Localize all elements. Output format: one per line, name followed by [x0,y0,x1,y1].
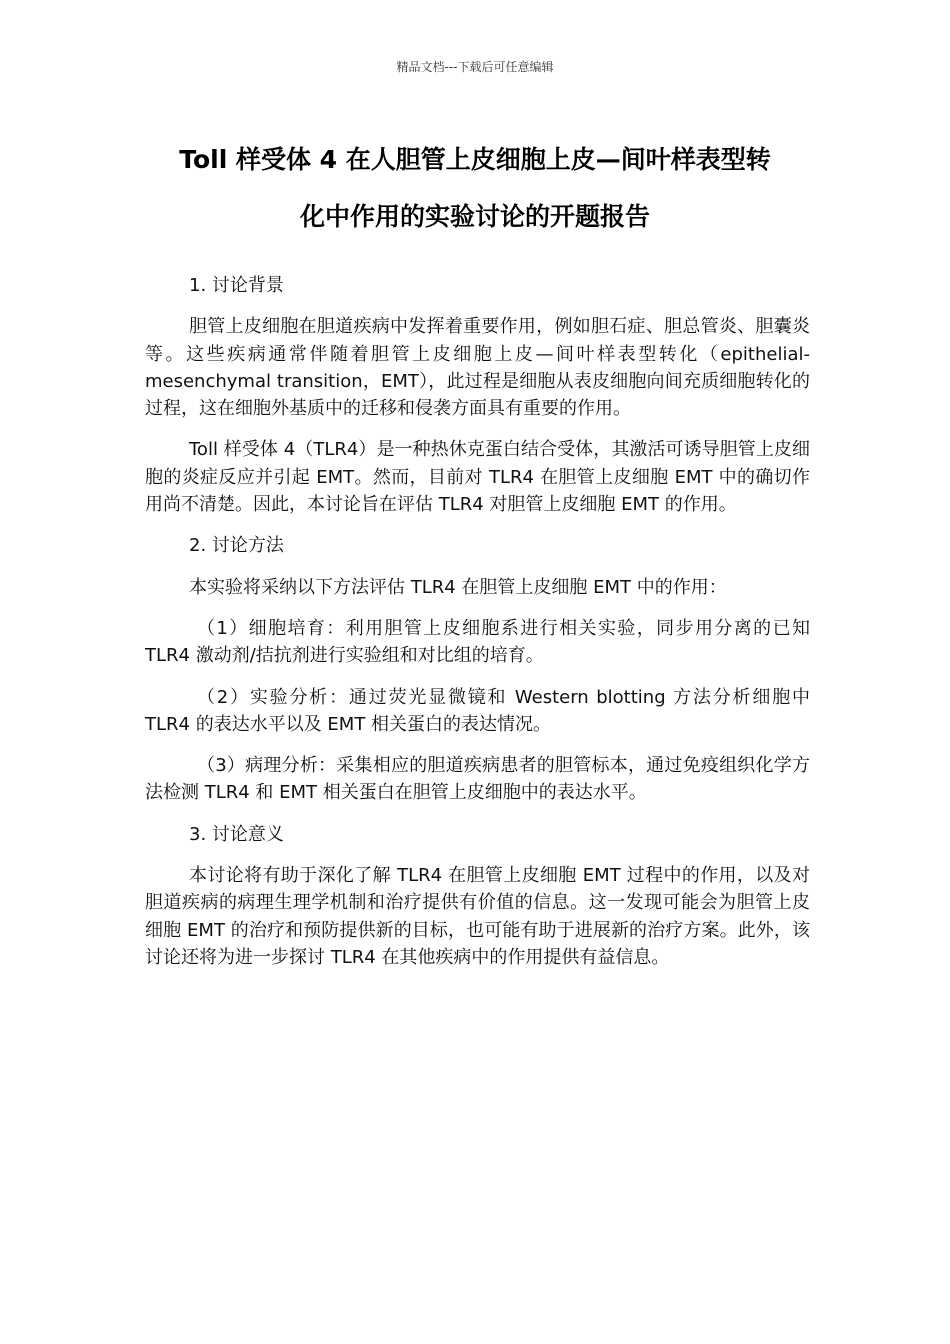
methods-item-1: （1）细胞培育：利用胆管上皮细胞系进行相关实验，同步用分离的已知 TLR4 激动剂/拮抗剂进行实验组和对比组的培育。 [145,617,810,667]
methods-intro: 本实验将采纳以下方法评估 TLR4 在胆管上皮细胞 EMT 中的作用： [189,576,727,598]
methods-item-3: （3）病理分析：采集相应的胆道疾病患者的胆管标本，通过免疫组织化学方法检测 TLR4 和 EMT 相关蛋白在胆管上皮细胞中的表达水平。 [145,755,810,804]
title-line-1: Toll 样受体 4 在人胆管上皮细胞上皮—间叶样表型转 [179,145,771,174]
header-note: 精品文档---下载后可任意编辑 [396,60,554,74]
section-heading-methods: 2. 讨论方法 [189,535,284,557]
methods-item-2: （2）实验分析：通过荧光显微镜和 Western blotting 方法分析细胞中 TLR4 的表达水平以及 EMT 相关蛋白的表达情况。 [145,686,810,735]
background-paragraph-2: Toll 样受体 4（TLR4）是一种热休克蛋白结合受体，其激活可诱导胆管上皮细胞的炎症反应并引起 EMT。然而，目前对 TLR4 在胆管上皮细胞 EMT 中的确切作用尚不清楚。因此，本讨论旨在评估 TLR4 对胆管上皮细胞 EMT 的作用。 [145,439,810,516]
document-body [145,272,810,985]
title-line-2: 化中作用的实验讨论的开题报告 [299,202,650,231]
significance-paragraph: 本讨论将有助于深化了解 TLR4 在胆管上皮细胞 EMT 过程中的作用，以及对胆道疾病的病理生理学机制和治疗提供有价值的信息。这一发现可能会为胆管上皮细胞 EMT 的治疗和预防提供新的目标，也可能有助于进展新的治疗方案。此外，该讨论还将为进一步探讨 TLR4 在其他疾病中的作用提供有益信息。 [145,865,810,968]
section-heading-background: 1. 讨论背景 [189,275,284,296]
background-paragraph-1: 胆管上皮细胞在胆道疾病中发挥着重要作用，例如胆石症、胆总管炎、胆囊炎等。这些疾病通常伴随着胆管上皮细胞上皮—间叶样表型转化（epithelial-mesenchymal transition，EMT），此过程是细胞从表皮细胞向间充质细胞转化的过程，这在细胞外基质中的迁移和侵袭方面具有重要的作用。 [145,316,810,420]
section-heading-significance: 3. 讨论意义 [189,823,284,845]
